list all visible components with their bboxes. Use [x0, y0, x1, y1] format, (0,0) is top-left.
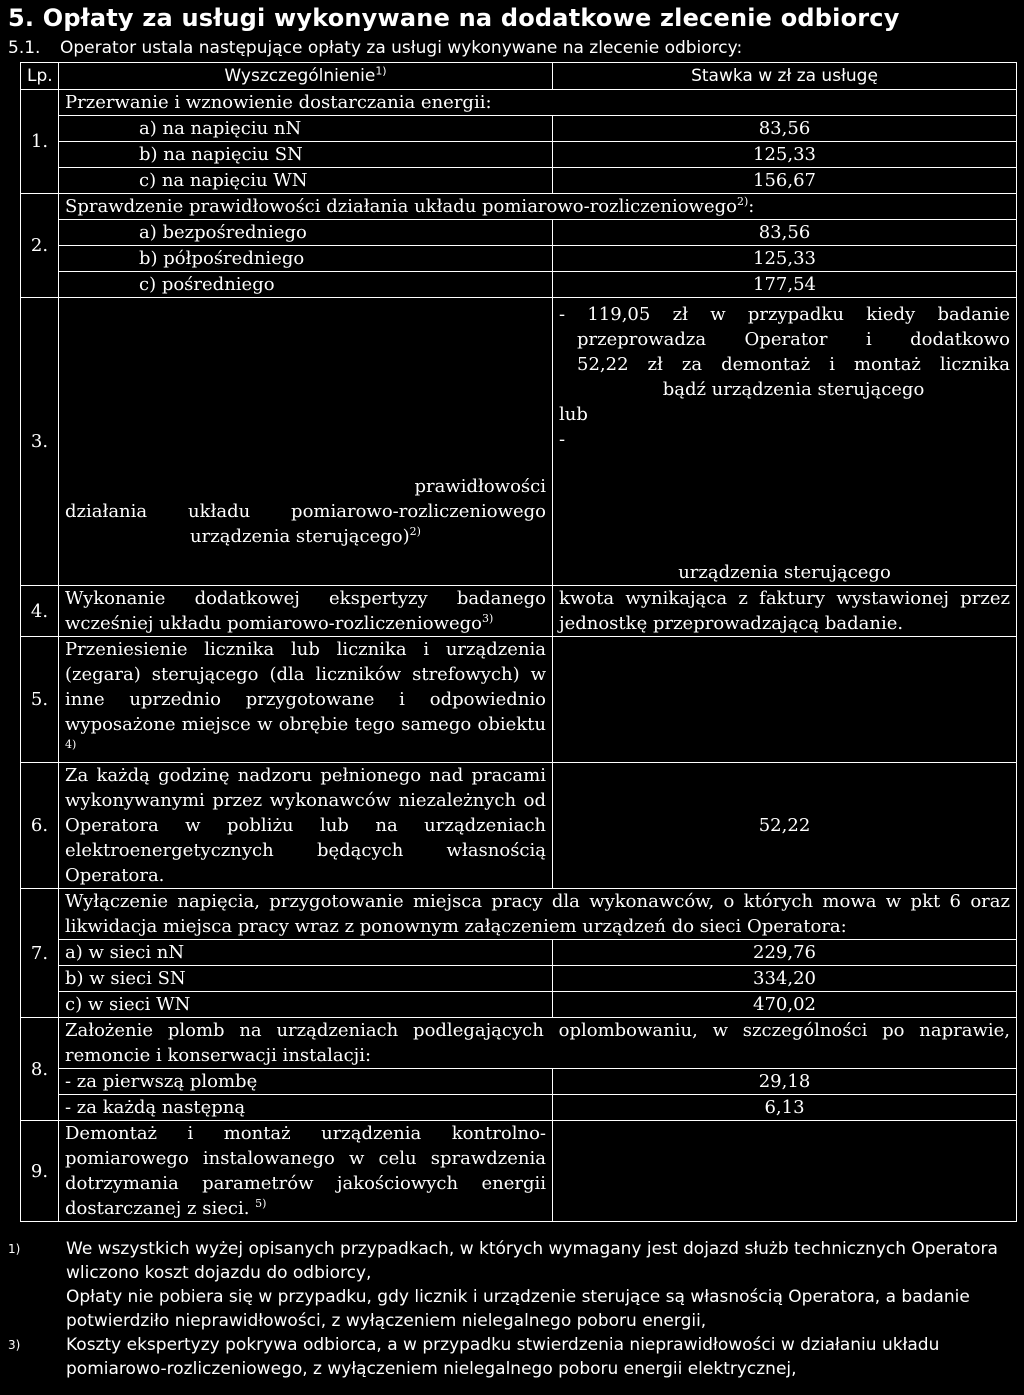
subrow-rate: 83,56: [553, 220, 1017, 246]
footnote-ref: 3): [482, 612, 494, 625]
section-intro: [8, 38, 742, 58]
table-subrow: [21, 272, 1017, 298]
row-description: Za każdą godzinę nadzoru pełnionego nad pracami wykonywanymi przez wykonawców niezależnych od Operatora w pobliżu lub na urządzeniach elektroenergetycznych będących własnością Operatora.: [59, 763, 553, 889]
row-description: [59, 1121, 553, 1222]
header-description-text: Wyszczególnienie: [224, 65, 376, 86]
subrow-rate: 83,56: [553, 116, 1017, 142]
footnote-text: We wszystkich wyżej opisanych przypadkach, w których wymagany jest dojazd służb technicznych Operatora wliczono koszt dojazdu do odbiorcy,: [66, 1239, 998, 1283]
row-title: Przerwanie i wznowienie dostarczania energii:: [59, 90, 1017, 116]
footnote-mark: [8, 1285, 66, 1333]
subrow-label: a) na napięciu nN: [59, 116, 553, 142]
rate-line: przeprowadza Operator i dodatkowo: [577, 329, 1010, 350]
row-rate: 52,22: [553, 763, 1017, 889]
subrow-rate: 229,76: [553, 940, 1017, 966]
section-heading: 5. Opłaty za usługi wykonywane na dodatkowe zlecenie odbiorcy: [8, 4, 900, 32]
table-subrow: [21, 1069, 1017, 1095]
table-row: [21, 194, 1017, 220]
fees-table: [20, 62, 1017, 1222]
table-row: [21, 1121, 1017, 1222]
row-description-text: Wykonanie dodatkowej ekspertyzy badanego wcześniej układu pomiarowo-rozliczeniowego: [65, 588, 546, 634]
subrow-rate: 470,02: [553, 992, 1017, 1018]
table-subrow: [21, 246, 1017, 272]
row-description-text: Przeniesienie licznika lub licznika i urządzenia (zegara) sterującego (dla liczników strefowych) w inne uprzednio przygotowane i odpowiednio wyposażone miejsce w obrębie tego samego obiektu: [65, 639, 546, 735]
row-title: Wyłączenie napięcia, przygotowanie miejsca pracy dla wykonawców, o których mowa w pkt 6 oraz likwidacja miejsca pracy wraz z ponownym załączeniem urządzeń do sieci Operatora:: [59, 889, 1017, 940]
subrow-rate: 177,54: [553, 272, 1017, 298]
row-rate: [553, 1121, 1017, 1222]
footnote-ref: 4): [65, 738, 77, 751]
row3-line2: działania układu pomiarowo-rozliczeniowego: [65, 501, 546, 522]
rate-line: 52,22 zł za demontaż i montaż licznika: [577, 354, 1010, 375]
row-rate: [553, 298, 1017, 586]
row-title: Sprawdzenie prawidłowości działania układu pomiarowo-rozliczeniowego$^{2)}$:: [59, 194, 1017, 220]
row-number: 7.: [21, 889, 59, 1018]
subrow-label: - za pierwszą plombę: [59, 1069, 553, 1095]
row3-line3-text: urządzenia sterującego): [190, 526, 410, 547]
footnote-ref: 1): [375, 63, 387, 77]
subrow-rate: 334,20: [553, 966, 1017, 992]
row-description: [59, 298, 553, 586]
table-header: [21, 63, 1017, 90]
table-row: [21, 90, 1017, 116]
table-row: [21, 586, 1017, 637]
footnote: [8, 1333, 1012, 1381]
rate-line: lub: [559, 404, 588, 425]
table-subrow: [21, 116, 1017, 142]
subrow-label: b) półpośredniego: [59, 246, 553, 272]
footnote-text: Koszty ekspertyzy pokrywa odbiorca, a w przypadku stwierdzenia nieprawidłowości w działaniu układu pomiarowo-rozliczeniowego, z wyłączeniem nielegalnego poboru energii elektrycznej,: [66, 1335, 940, 1379]
table-row: [21, 637, 1017, 763]
row-description: [59, 586, 553, 637]
row-number: 1.: [21, 90, 59, 194]
intro-text: Operator ustala następujące opłaty za usługi wykonywane na zlecenie odbiorcy:: [60, 38, 743, 58]
header-description: [59, 63, 553, 90]
table-subrow: [21, 966, 1017, 992]
footnote-mark: 1): [8, 1242, 21, 1256]
table-subrow: [21, 142, 1017, 168]
subrow-label: a) w sieci nN: [59, 940, 553, 966]
row-title: Założenie plomb na urządzeniach podlegających oplombowaniu, w szczególności po naprawie, remoncie i konserwacji instalacji:: [59, 1018, 1017, 1069]
rate-line: bądź urządzenia sterującego: [662, 379, 925, 400]
table-subrow: [21, 940, 1017, 966]
table-row: [21, 1018, 1017, 1069]
rate-line: -: [559, 429, 566, 450]
row-number: 6.: [21, 763, 59, 889]
subrow-rate: 29,18: [553, 1069, 1017, 1095]
header-lp: Lp.: [21, 63, 59, 90]
footnotes: [8, 1237, 1012, 1381]
row-rate: [553, 637, 1017, 763]
subrow-rate: 125,33: [553, 142, 1017, 168]
subrow-label: c) w sieci WN: [59, 992, 553, 1018]
table-subrow: [21, 168, 1017, 194]
row-description-text: Demontaż i montaż urządzenia kontrolno-pomiarowego instalowanego w celu sprawdzenia dotrzymania parametrów jakościowych energii dostarczanej z sieci.: [65, 1123, 546, 1219]
table-subrow: [21, 220, 1017, 246]
footnote: [8, 1285, 1012, 1333]
subrow-label: c) na napięciu WN: [59, 168, 553, 194]
table-row: [21, 298, 1017, 586]
table-row: [21, 889, 1017, 940]
table-subrow: [21, 1095, 1017, 1121]
footnote-text: Opłaty nie pobiera się w przypadku, gdy licznik i urządzenie sterujące są własnością Operatora, a badanie potwierdziło nieprawidłowości, z wyłączeniem nielegalnego poboru energii,: [66, 1287, 970, 1331]
subrow-rate: 156,67: [553, 168, 1017, 194]
row-number: 3.: [21, 298, 59, 586]
table-subrow: [21, 992, 1017, 1018]
subrow-rate: 125,33: [553, 246, 1017, 272]
subrow-rate: 6,13: [553, 1095, 1017, 1121]
row3-line3: [65, 524, 546, 549]
row-number: 2.: [21, 194, 59, 298]
intro-number: 5.1.: [8, 38, 41, 58]
footnote: [8, 1237, 1012, 1285]
subrow-label: a) bezpośredniego: [59, 220, 553, 246]
row-title-text: Sprawdzenie prawidłowości działania układu pomiarowo-rozliczeniowego: [65, 196, 737, 217]
row3-line1: prawidłowości: [414, 476, 546, 497]
row-number: 9.: [21, 1121, 59, 1222]
row-number: 8.: [21, 1018, 59, 1121]
subrow-label: - za każdą następną: [59, 1095, 553, 1121]
rate-line: urządzenia sterującego: [678, 562, 891, 583]
footnote-ref: 2): [736, 195, 749, 208]
row-description: [59, 637, 553, 763]
row-number: 4.: [21, 586, 59, 637]
footnote-mark: 3): [8, 1338, 21, 1352]
table-row: [21, 763, 1017, 889]
footnote-ref: 2): [409, 525, 421, 538]
subrow-label: b) na napięciu SN: [59, 142, 553, 168]
subrow-label: b) w sieci SN: [59, 966, 553, 992]
subrow-label: c) pośredniego: [59, 272, 553, 298]
rate-line: - 119,05 zł w przypadku kiedy badanie: [559, 304, 1010, 325]
header-rate: Stawka w zł za usługę: [553, 63, 1017, 90]
row-number: 5.: [21, 637, 59, 763]
footnote-ref: 5): [255, 1197, 267, 1210]
row-rate: kwota wynikająca z faktury wystawionej przez jednostkę przeprowadzającą badanie.: [553, 586, 1017, 637]
